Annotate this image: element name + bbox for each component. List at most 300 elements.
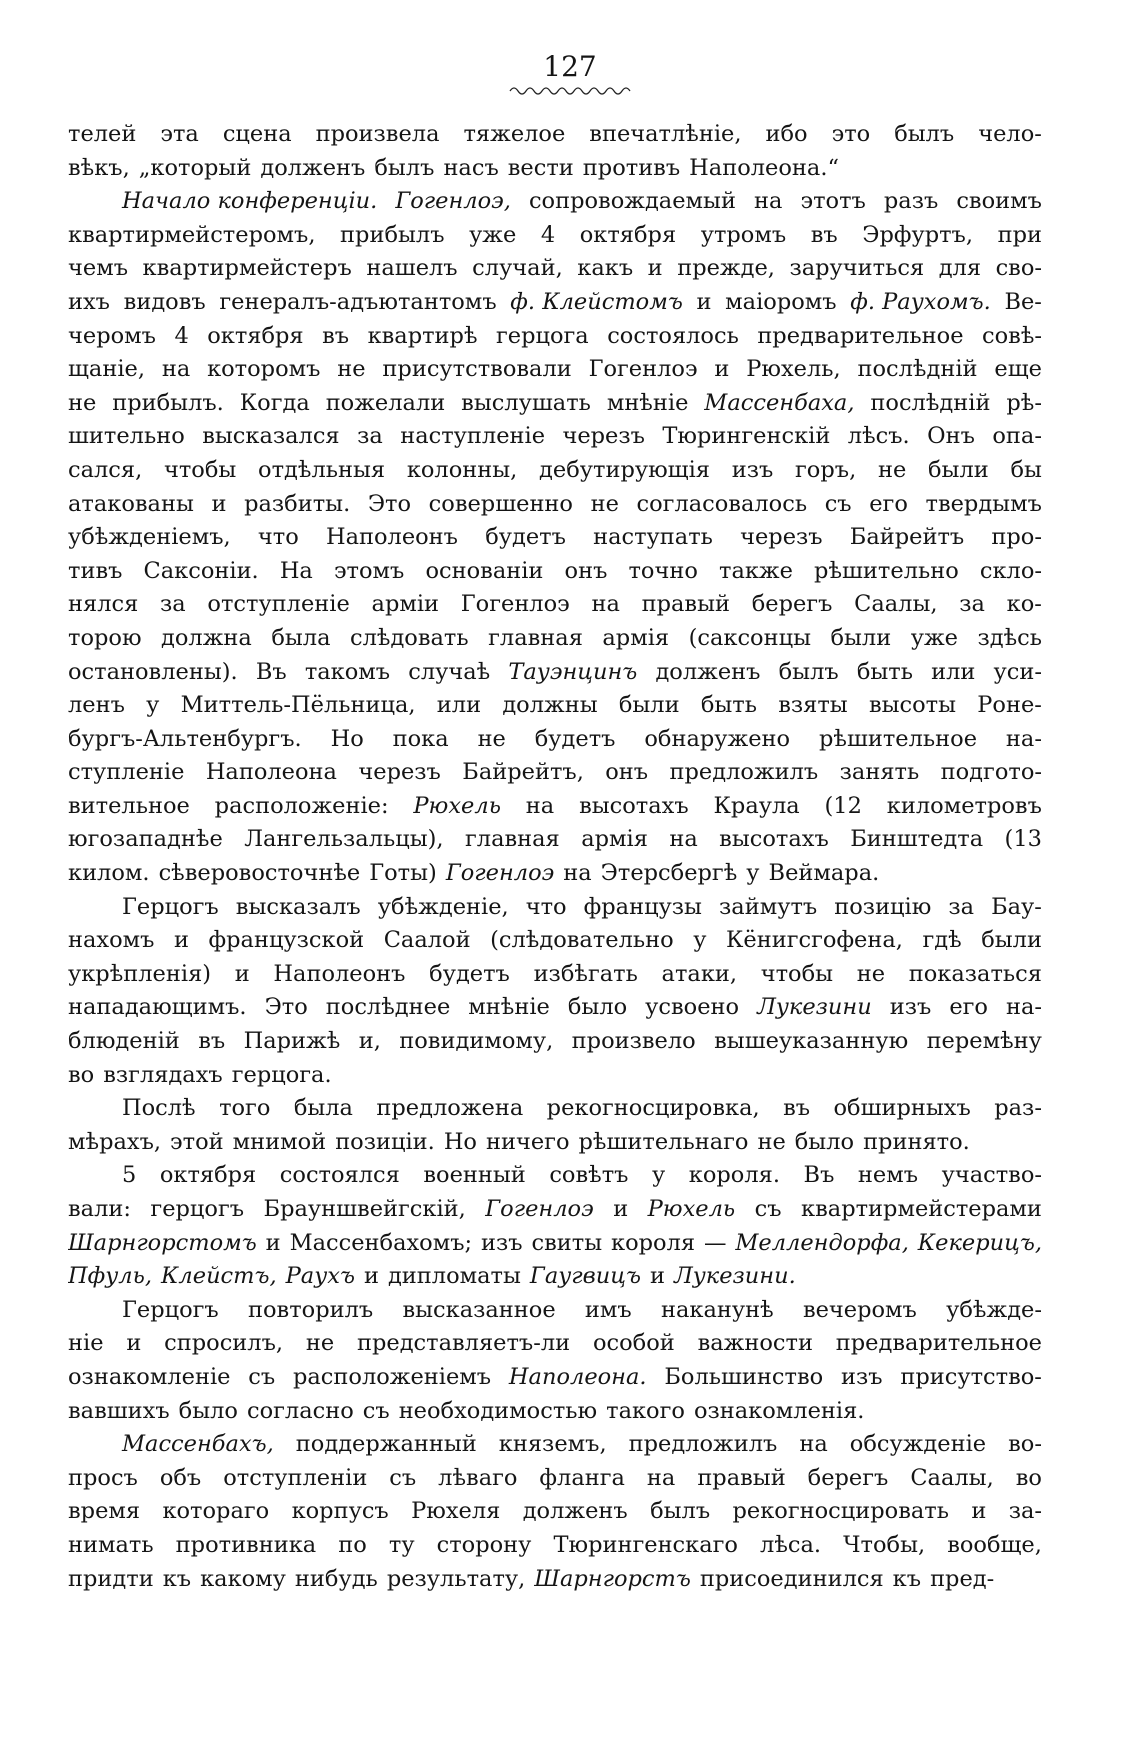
word: къ bbox=[892, 1565, 922, 1592]
word: съ bbox=[389, 1464, 417, 1491]
word: не bbox=[757, 1128, 786, 1155]
word: короля. bbox=[688, 1162, 780, 1189]
word: было bbox=[794, 1128, 855, 1155]
word: съ bbox=[248, 1363, 276, 1390]
word: „который bbox=[138, 154, 252, 181]
word: квартирѣ bbox=[367, 322, 478, 349]
text-line bbox=[68, 756, 1042, 790]
word: взяты bbox=[778, 692, 848, 719]
word: за- bbox=[1008, 1498, 1042, 1525]
word: и bbox=[234, 960, 250, 987]
word: былъ bbox=[374, 154, 435, 181]
word: лѣваго bbox=[438, 1464, 518, 1491]
word: 5 bbox=[122, 1162, 137, 1189]
word: спросилъ, bbox=[164, 1330, 284, 1357]
word: его bbox=[869, 490, 908, 517]
word: черезъ bbox=[740, 524, 823, 551]
word: телей bbox=[68, 121, 137, 147]
word: объ bbox=[159, 1464, 202, 1491]
word: этой bbox=[170, 1128, 224, 1155]
word: герцогъ bbox=[150, 1196, 245, 1222]
word: расположеніе: bbox=[214, 792, 389, 819]
page-number-text: 127 bbox=[543, 50, 597, 83]
text-line bbox=[68, 1294, 1042, 1328]
word: ничего bbox=[485, 1128, 570, 1155]
word: не bbox=[337, 356, 366, 383]
word: шительно bbox=[68, 423, 185, 450]
word: вообще, bbox=[947, 1531, 1042, 1558]
word: случай, bbox=[472, 255, 563, 282]
word: армія bbox=[581, 826, 648, 853]
word: предложилъ bbox=[669, 759, 819, 786]
word: черезъ bbox=[358, 759, 441, 786]
word: присутствовали bbox=[382, 356, 572, 383]
text-line bbox=[68, 857, 1042, 891]
word: разъ bbox=[883, 188, 939, 215]
word: — bbox=[703, 1229, 727, 1256]
word: особой bbox=[592, 1330, 675, 1357]
word: на bbox=[525, 792, 555, 819]
word: прежде, bbox=[677, 255, 775, 282]
word: было bbox=[567, 994, 628, 1021]
word: сался, bbox=[68, 456, 143, 483]
word: наступленіе bbox=[400, 423, 546, 450]
word: Большинство bbox=[664, 1363, 824, 1390]
text-line bbox=[68, 252, 1042, 286]
word: герцога bbox=[496, 322, 589, 349]
word: предварительное bbox=[835, 1330, 1042, 1357]
word: совѣтъ bbox=[549, 1162, 629, 1189]
paragraph bbox=[68, 118, 1042, 185]
word: главная bbox=[464, 826, 560, 853]
word: Эрфуртъ, bbox=[862, 221, 974, 248]
word: высказанное bbox=[402, 1296, 556, 1323]
word: здѣсь bbox=[977, 624, 1042, 651]
word: и bbox=[211, 490, 227, 517]
word: или bbox=[931, 658, 976, 685]
word: согласовалось bbox=[636, 490, 808, 517]
word: взглядахъ bbox=[103, 1061, 223, 1088]
text-line bbox=[68, 1025, 1042, 1059]
word: ко- bbox=[1006, 591, 1042, 618]
word: блюденій bbox=[68, 1028, 180, 1055]
ornament-rule-icon bbox=[506, 83, 634, 99]
text-line bbox=[68, 1495, 1042, 1529]
italic-word: Тауэнцинъ bbox=[508, 658, 638, 685]
word: ту bbox=[388, 1531, 415, 1558]
text-line bbox=[68, 1260, 1042, 1294]
word: рѣ- bbox=[1006, 389, 1042, 416]
italic-word: Наполеона. bbox=[508, 1363, 647, 1390]
word: за bbox=[160, 591, 186, 618]
word: военный bbox=[423, 1162, 526, 1189]
paragraph bbox=[68, 185, 1042, 890]
word: видовъ bbox=[123, 288, 206, 315]
word: ніе bbox=[68, 1330, 104, 1357]
word: на bbox=[161, 356, 191, 383]
word: сопровождаемый bbox=[528, 188, 736, 215]
word: принято. bbox=[863, 1128, 970, 1155]
word: отступленіи bbox=[223, 1464, 368, 1491]
word: Герцогъ bbox=[122, 1296, 219, 1323]
word: вѣкъ, bbox=[68, 154, 130, 181]
word: какъ bbox=[577, 255, 634, 282]
text-line bbox=[68, 622, 1042, 656]
word: и bbox=[613, 1196, 629, 1222]
word: были bbox=[618, 692, 680, 719]
word: предложена bbox=[376, 1095, 524, 1122]
word: чело- bbox=[978, 121, 1042, 147]
word: присутство- bbox=[900, 1363, 1042, 1390]
word: на bbox=[591, 591, 620, 618]
word: Наполеонъ bbox=[273, 960, 406, 987]
word: позиціи. bbox=[335, 1128, 435, 1155]
word: рѣшительнаго bbox=[578, 1128, 749, 1155]
word: атакованы bbox=[68, 490, 194, 517]
word: рѣшительно bbox=[814, 557, 959, 584]
word: бургъ-Альтенбургъ. bbox=[68, 725, 302, 752]
word: и bbox=[714, 356, 730, 383]
word: Ве- bbox=[1004, 288, 1042, 315]
word: Въ bbox=[255, 658, 287, 685]
italic-word: Лукезини bbox=[757, 994, 872, 1021]
paragraph bbox=[68, 891, 1042, 1093]
word: сцена bbox=[222, 121, 292, 147]
word: послѣдній bbox=[870, 389, 991, 416]
word: будетъ bbox=[485, 524, 566, 551]
word: Массенбахомъ; bbox=[289, 1229, 473, 1256]
word: такомъ bbox=[304, 658, 391, 685]
word: не bbox=[877, 456, 907, 483]
text-line bbox=[68, 488, 1042, 522]
word: должна bbox=[161, 624, 252, 651]
word: и bbox=[971, 1498, 987, 1525]
italic-word: Рюхель bbox=[647, 1196, 736, 1222]
text-line bbox=[68, 1462, 1042, 1496]
word: раз- bbox=[994, 1095, 1042, 1122]
word: также bbox=[719, 557, 793, 584]
word: вительное bbox=[68, 792, 190, 819]
word: за bbox=[948, 893, 975, 920]
word: октября bbox=[207, 322, 304, 349]
word: мнимой bbox=[232, 1128, 327, 1155]
word: этотъ bbox=[800, 188, 866, 215]
word: квартирмейстерами bbox=[801, 1196, 1042, 1222]
word: у bbox=[746, 860, 760, 887]
word: чтобы bbox=[760, 960, 834, 987]
word: торою bbox=[68, 624, 142, 651]
word: разбиты. bbox=[244, 490, 351, 517]
word: на bbox=[646, 1464, 676, 1491]
text-line bbox=[68, 1563, 1042, 1597]
word: дипломаты bbox=[387, 1263, 521, 1290]
italic-word: Кекерицъ, bbox=[917, 1229, 1042, 1256]
word: нимать bbox=[68, 1531, 154, 1558]
word: (саксонцы bbox=[688, 624, 811, 651]
text-line bbox=[68, 320, 1042, 354]
word: лѣсъ. bbox=[847, 423, 910, 450]
italic-word: ф. Клейстомъ bbox=[510, 288, 683, 315]
word: немъ bbox=[857, 1162, 919, 1189]
word: совершенно bbox=[428, 490, 573, 517]
word: Брауншвейгскій, bbox=[263, 1196, 466, 1222]
text-line bbox=[68, 1428, 1042, 1462]
word: усвоено bbox=[645, 994, 740, 1021]
word: расположеніемъ bbox=[292, 1363, 492, 1390]
word: правый bbox=[697, 1464, 786, 1491]
italic-word: Массенбахъ, bbox=[122, 1431, 274, 1458]
word: черезъ bbox=[562, 423, 645, 450]
word: за bbox=[357, 423, 383, 450]
word: на- bbox=[1005, 725, 1042, 752]
word: Рюхеля bbox=[411, 1498, 501, 1525]
word: была bbox=[271, 624, 331, 651]
word: герцога. bbox=[231, 1061, 332, 1088]
italic-word: ф. Раухомъ. bbox=[850, 288, 991, 315]
word: твердымъ bbox=[925, 490, 1042, 517]
word: убѣжденіе, bbox=[377, 893, 509, 920]
word: совѣ- bbox=[982, 322, 1042, 349]
word: для bbox=[938, 255, 982, 282]
word: и bbox=[174, 927, 189, 954]
text-line bbox=[68, 656, 1042, 690]
word: высоты bbox=[868, 692, 957, 719]
word: скло- bbox=[979, 557, 1042, 584]
word: ознакомленія. bbox=[693, 1397, 865, 1424]
word: прибылъ bbox=[340, 221, 445, 248]
word: мѣрахъ, bbox=[68, 1128, 162, 1155]
word: опа- bbox=[992, 423, 1042, 450]
text-line bbox=[68, 521, 1042, 555]
word: Наполеонъ bbox=[325, 524, 458, 551]
word: пожелали bbox=[325, 389, 446, 416]
word: былъ bbox=[778, 658, 839, 685]
italic-word: Лукезини. bbox=[673, 1263, 796, 1290]
word: заручиться bbox=[789, 255, 925, 282]
word: была bbox=[293, 1095, 353, 1122]
word: эта bbox=[160, 121, 199, 147]
word: избѣгать bbox=[533, 960, 638, 987]
text-line bbox=[68, 723, 1042, 757]
word: вали: bbox=[68, 1196, 131, 1222]
word: изъ bbox=[889, 994, 932, 1021]
word: участво- bbox=[941, 1162, 1042, 1189]
word: атаки, bbox=[661, 960, 738, 987]
word: Байрейтъ, bbox=[462, 759, 584, 786]
word: уже bbox=[910, 624, 958, 651]
word: какому bbox=[200, 1565, 286, 1592]
word: югозападнѣе bbox=[68, 826, 223, 853]
word: насъ bbox=[443, 154, 499, 181]
italic-word: Гогенлоэ bbox=[485, 1196, 594, 1222]
word: Наполеона bbox=[205, 759, 337, 786]
text-line bbox=[68, 823, 1042, 857]
word: щаніе, bbox=[68, 356, 145, 383]
word: что bbox=[525, 893, 567, 920]
word: слѣдовать bbox=[349, 624, 469, 651]
word: будетъ bbox=[534, 725, 616, 752]
word: должны bbox=[502, 692, 598, 719]
word: противника bbox=[175, 1531, 317, 1558]
word: наступать bbox=[593, 524, 713, 551]
word: маіоромъ bbox=[725, 288, 837, 315]
word: свиты bbox=[531, 1229, 603, 1256]
paragraph bbox=[68, 1428, 1042, 1596]
text-line bbox=[68, 1126, 1042, 1160]
word: во- bbox=[1008, 1431, 1042, 1458]
word: нашелъ bbox=[366, 255, 458, 282]
word: (13 bbox=[1004, 826, 1042, 853]
word: 4 bbox=[174, 322, 189, 349]
text-line bbox=[68, 588, 1042, 622]
word: занять bbox=[839, 759, 920, 786]
italic-word: Раухъ bbox=[285, 1263, 355, 1290]
word: его bbox=[949, 994, 988, 1021]
word: берегъ bbox=[751, 591, 833, 618]
word: рекогносцировка, bbox=[546, 1095, 760, 1122]
word: съ bbox=[824, 490, 852, 517]
word: въ bbox=[810, 221, 838, 248]
word: и bbox=[647, 255, 663, 282]
word: убѣжде- bbox=[946, 1296, 1042, 1323]
word: случаѣ bbox=[408, 658, 491, 685]
word: чтобы bbox=[163, 456, 237, 483]
word: онъ bbox=[564, 557, 608, 584]
word: у bbox=[652, 1162, 666, 1189]
word: прибылъ. bbox=[112, 389, 224, 416]
word: дебутирующія bbox=[539, 456, 710, 483]
word: вавшихъ bbox=[68, 1397, 170, 1424]
word: по bbox=[338, 1531, 367, 1558]
word: впечатлѣніе, bbox=[589, 121, 742, 147]
word: Наполеона.“ bbox=[689, 154, 839, 181]
word: тивъ bbox=[68, 557, 123, 584]
word: высказался bbox=[202, 423, 340, 450]
word: лѣса. bbox=[760, 1531, 822, 1558]
word: тяжелое bbox=[463, 121, 566, 147]
word: Герцогъ bbox=[122, 893, 219, 920]
word: килом. bbox=[68, 860, 150, 887]
text-line bbox=[68, 790, 1042, 824]
word: на bbox=[563, 860, 592, 887]
word: армія bbox=[602, 624, 670, 651]
word: необходимостью bbox=[398, 1397, 598, 1424]
word: Чтобы, bbox=[843, 1531, 926, 1558]
word: долженъ bbox=[522, 1498, 628, 1525]
italic-word: Гогенлоэ, bbox=[395, 188, 511, 215]
word: этомъ bbox=[333, 557, 405, 584]
word: произвело bbox=[571, 1028, 696, 1055]
word: изъ bbox=[840, 1363, 883, 1390]
italic-word: Клейстъ, bbox=[161, 1263, 277, 1290]
word: не bbox=[305, 1330, 335, 1357]
word: (слѣдовательно bbox=[490, 927, 674, 954]
page-number bbox=[0, 50, 1140, 99]
word: бы bbox=[1010, 456, 1042, 483]
word: подгото- bbox=[940, 759, 1042, 786]
word: въ bbox=[198, 1028, 226, 1055]
word: котораго bbox=[162, 1498, 270, 1525]
word: высказалъ bbox=[235, 893, 361, 920]
text-line bbox=[68, 555, 1042, 589]
word: Веймара. bbox=[768, 860, 880, 887]
word: повидимому, bbox=[399, 1028, 554, 1055]
word: ленъ bbox=[68, 692, 125, 719]
word: былъ bbox=[650, 1498, 711, 1525]
word: ознакомленіе bbox=[68, 1363, 231, 1390]
word: высотахъ bbox=[579, 792, 689, 819]
word: ибо bbox=[765, 121, 808, 147]
word: Этерсбергѣ bbox=[600, 860, 738, 887]
word: Но bbox=[330, 725, 364, 752]
word: Рюхель, bbox=[746, 356, 841, 383]
word: Въ bbox=[803, 1162, 835, 1189]
word: мнѣніе bbox=[468, 994, 550, 1021]
word: во bbox=[1015, 1464, 1042, 1491]
word: быть bbox=[856, 658, 913, 685]
text-line bbox=[68, 118, 1042, 152]
word: займутъ bbox=[719, 893, 818, 920]
word: отступленіе bbox=[207, 591, 350, 618]
word: остановлены). bbox=[68, 658, 238, 685]
word: изъ bbox=[731, 456, 774, 483]
word: результату, bbox=[386, 1565, 526, 1592]
word: Тюрингенскаго bbox=[553, 1531, 738, 1558]
word: и bbox=[696, 288, 712, 315]
word: которомъ bbox=[207, 356, 321, 383]
word: Это bbox=[367, 490, 412, 517]
word: изъ bbox=[481, 1229, 523, 1256]
word: предварительное bbox=[757, 322, 964, 349]
word: Саалы, bbox=[910, 1464, 994, 1491]
text-line bbox=[68, 219, 1042, 253]
word: обширныхъ bbox=[833, 1095, 971, 1122]
word: имъ bbox=[584, 1296, 632, 1323]
word: вести bbox=[507, 154, 574, 181]
word: княземъ, bbox=[498, 1431, 607, 1458]
word: убѣжденіемъ, bbox=[68, 524, 231, 551]
word: Когда bbox=[239, 389, 310, 416]
text-line bbox=[68, 1227, 1042, 1261]
word: укрѣпленія) bbox=[68, 960, 212, 987]
word: черомъ bbox=[68, 322, 156, 349]
text-line bbox=[68, 1092, 1042, 1126]
word: не bbox=[856, 960, 886, 987]
word: къ bbox=[162, 1565, 192, 1592]
word: Тюрингенскій bbox=[662, 423, 831, 450]
word: и, bbox=[358, 1028, 381, 1055]
word: (12 bbox=[824, 792, 862, 819]
word: вечеромъ bbox=[802, 1296, 917, 1323]
word: Лангельзальцы), bbox=[244, 826, 444, 853]
word: были bbox=[981, 927, 1042, 954]
word: утромъ bbox=[700, 221, 787, 248]
word: еще bbox=[994, 356, 1042, 383]
word: основаніи bbox=[425, 557, 544, 584]
text-line bbox=[68, 991, 1042, 1025]
word: на- bbox=[1005, 994, 1042, 1021]
word: послѣднее bbox=[325, 994, 451, 1021]
word: Кёнигсгофена, bbox=[726, 927, 903, 954]
word: ихъ bbox=[68, 288, 111, 315]
italic-word: Гаугвицъ bbox=[529, 1263, 641, 1290]
word: были bbox=[927, 456, 989, 483]
word: уже bbox=[469, 221, 517, 248]
word: колонны, bbox=[406, 456, 518, 483]
text-line bbox=[68, 924, 1042, 958]
word: уси- bbox=[993, 658, 1042, 685]
word: показаться bbox=[908, 960, 1042, 987]
